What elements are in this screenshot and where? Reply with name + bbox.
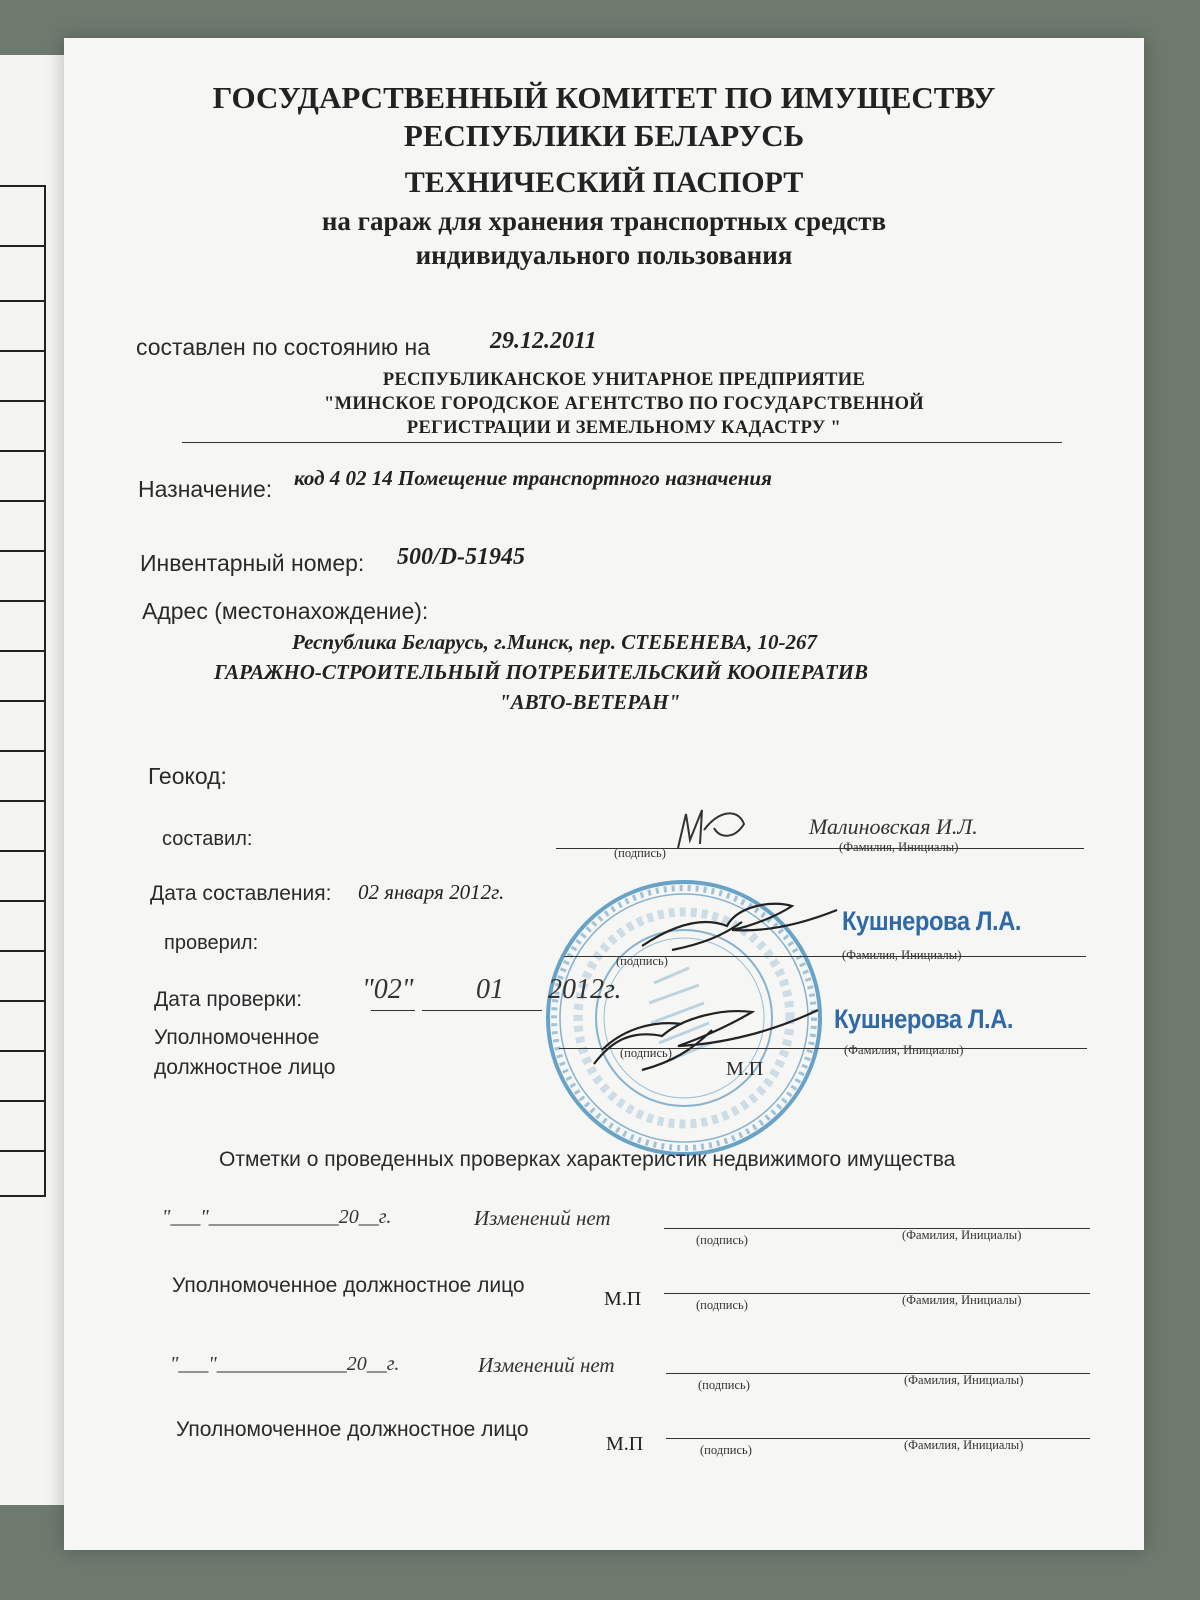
inspection-2-official-line	[666, 1438, 1090, 1439]
purpose-label: Назначение:	[138, 476, 273, 502]
inspection-2-status: Изменений нет	[478, 1353, 615, 1377]
inventory-label: Инвентарный номер:	[140, 550, 365, 576]
inspection-2-sig-caption: (подпись)	[698, 1378, 750, 1392]
org-line3: РЕГИСТРАЦИИ И ЗЕМЕЛЬНОМУ КАДАСТРУ "	[406, 418, 842, 438]
inspection-2-date: "___"_____________20__г.	[170, 1353, 400, 1375]
inspection-2-sig-caption-2: (подпись)	[700, 1443, 752, 1457]
compile-date-label: Дата составления:	[150, 882, 332, 905]
check-date-day: "02"	[362, 974, 414, 1005]
inspection-1-sig-caption-2: (подпись)	[696, 1298, 748, 1312]
inspection-2-name-caption-2: (Фамилия, Инициалы)	[904, 1438, 1024, 1452]
authorized-label-line2: должностное лицо	[154, 1056, 336, 1079]
org-line1: РЕСПУБЛИКАНСКОЕ УНИТАРНОЕ ПРЕДПРИЯТИЕ	[382, 370, 866, 390]
check-date-month: 01	[476, 974, 504, 1005]
address-line3: "АВТО-ВЕТЕРАН"	[499, 690, 681, 714]
authorized-signature	[582, 990, 822, 1080]
check-date-month-line	[422, 1010, 542, 1011]
inspection-1-official: Уполномоченное должностное лицо	[172, 1274, 525, 1297]
document-subtitle-line1: на гараж для хранения транспортных средств	[321, 206, 887, 236]
inspection-2-name-caption: (Фамилия, Инициалы)	[904, 1373, 1024, 1387]
check-date-label: Дата проверки:	[154, 988, 303, 1011]
checked-label: проверил:	[164, 932, 259, 954]
authorized-name-stamp: Кушнерова Л.А.	[834, 1004, 1014, 1034]
checked-name-stamp: Кушнерова Л.А.	[842, 906, 1022, 936]
checked-name-caption: (Фамилия, Инициалы)	[842, 948, 962, 962]
inspection-2-signature-line	[666, 1373, 1090, 1374]
passport-page	[64, 38, 1144, 1550]
inspection-1-name-caption: (Фамилия, Инициалы)	[902, 1228, 1022, 1242]
compiled-label: составил:	[162, 828, 253, 850]
compiled-signature	[664, 800, 754, 860]
document-subtitle-line2: индивидуального пользования	[415, 240, 793, 270]
state-date: 29.12.2011	[490, 328, 597, 354]
inspection-1-status: Изменений нет	[474, 1206, 611, 1230]
inspection-1-seal: М.П	[604, 1288, 642, 1310]
address-line1: Республика Беларусь, г.Минск, пер. СТЕБЕНЕВА, 10-267	[292, 630, 818, 654]
inspection-1-signature-line	[664, 1228, 1090, 1229]
inspection-1-sig-caption: (подпись)	[696, 1233, 748, 1247]
compile-date-value: 02 января 2012г.	[358, 880, 505, 904]
check-date-year: 2012г.	[548, 974, 622, 1005]
inspection-2-official: Уполномоченное должностное лицо	[176, 1418, 529, 1441]
authorized-name-caption: (Фамилия, Инициалы)	[844, 1043, 964, 1057]
authorized-label-line1: Уполномоченное	[154, 1026, 320, 1049]
inspection-1-name-caption-2: (Фамилия, Инициалы)	[902, 1293, 1022, 1307]
compiled-name: Малиновская И.Л.	[809, 814, 978, 839]
authorized-sig-caption: (подпись)	[620, 1046, 672, 1060]
address-label: Адрес (местонахождение):	[142, 598, 429, 624]
check-date-day-line	[371, 1010, 415, 1011]
committee-line1: ГОСУДАРСТВЕННЫЙ КОМИТЕТ ПО ИМУЩЕСТВУ	[212, 80, 996, 115]
inspection-1-date: "___"_____________20__г.	[162, 1206, 392, 1228]
inventory-value: 500/D-51945	[397, 544, 525, 570]
authorized-seal-label: М.П	[726, 1058, 764, 1080]
org-line2: "МИНСКОЕ ГОРОДСКОЕ АГЕНТСТВО ПО ГОСУДАРСТВЕННОЙ	[324, 394, 924, 414]
document-title: ТЕХНИЧЕСКИЙ ПАСПОРТ	[404, 166, 804, 199]
adjacent-page-table	[0, 55, 66, 1505]
address-line2: ГАРАЖНО-СТРОИТЕЛЬНЫЙ ПОТРЕБИТЕЛЬСКИЙ КООПЕРАТИВ	[214, 660, 869, 684]
geocode-label: Геокод:	[148, 763, 227, 789]
org-underline	[182, 442, 1062, 443]
inspection-1-official-line	[664, 1293, 1090, 1294]
purpose-value: код 4 02 14 Помещение транспортного назначения	[294, 466, 772, 490]
inspection-2-seal: М.П	[606, 1433, 644, 1455]
state-label: составлен по состоянию на	[136, 334, 431, 360]
inspections-title: Отметки о проведенных проверках характеристик недвижимого имущества	[219, 1148, 956, 1171]
checked-sig-caption: (подпись)	[616, 954, 668, 968]
compiled-sig-caption: (подпись)	[614, 846, 666, 860]
committee-line2: РЕСПУБЛИКИ БЕЛАРУСЬ	[403, 118, 805, 153]
compiled-name-caption: (Фамилия, Инициалы)	[839, 840, 959, 854]
